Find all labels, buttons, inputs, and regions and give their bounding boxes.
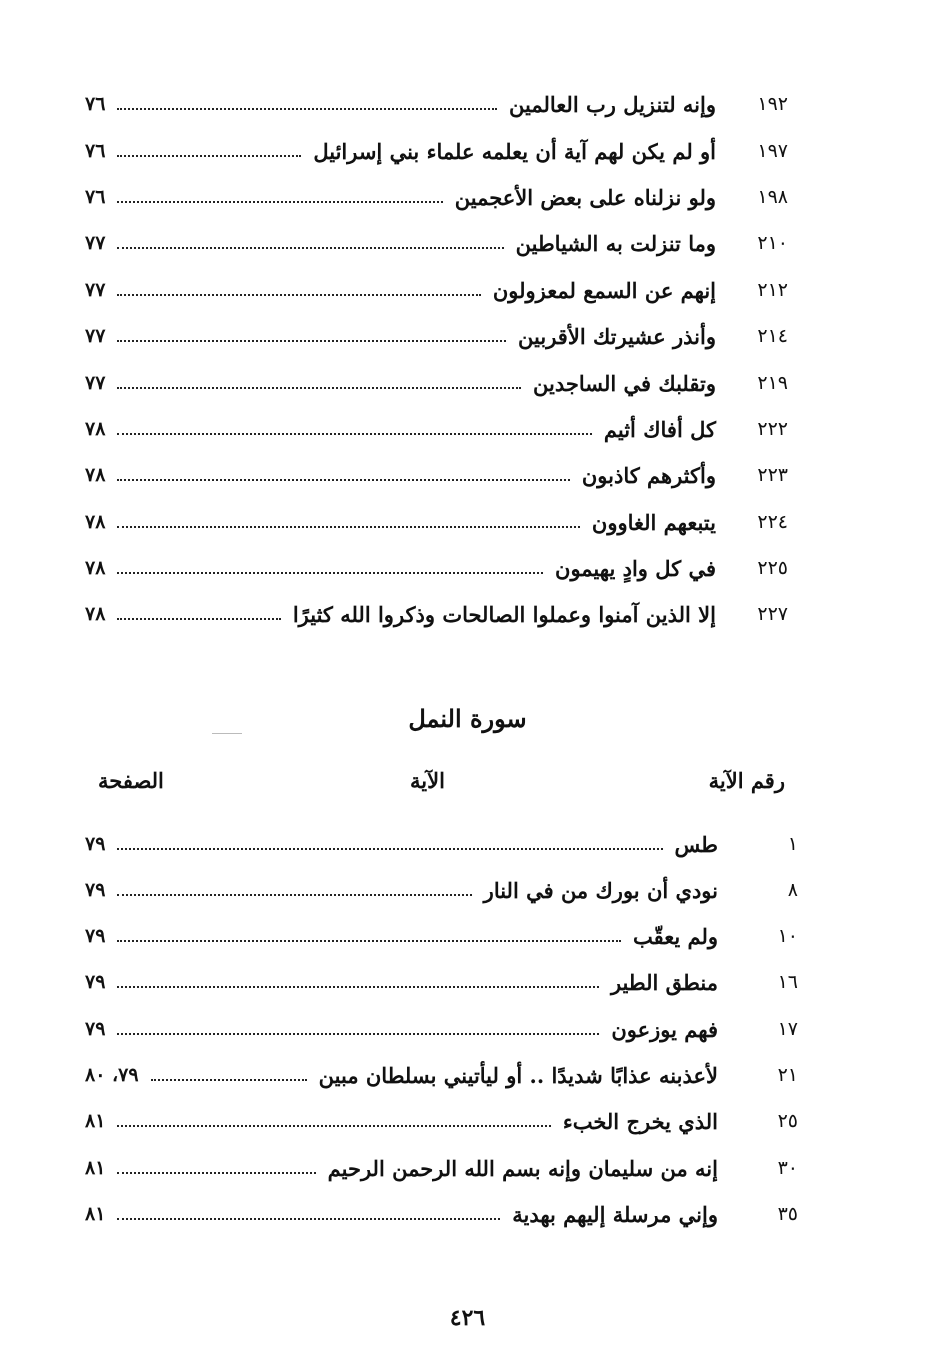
page-reference: ٧٩ bbox=[85, 1018, 106, 1040]
page-reference: ٧٩ bbox=[85, 925, 106, 947]
surah-title: سورة النمل bbox=[408, 704, 527, 733]
page-reference: ٧٧ bbox=[85, 232, 106, 254]
page-reference: ٨١ bbox=[85, 1110, 106, 1132]
ayah-text: إنهم عن السمع لمعزولون bbox=[492, 277, 716, 303]
ayah-number: ٢١٠ bbox=[757, 232, 788, 254]
ayah-number: ٢١ bbox=[777, 1064, 798, 1086]
page-reference: ٧٧ bbox=[85, 279, 106, 301]
page-reference: ٨١ bbox=[85, 1157, 106, 1179]
ayah-text: إنه من سليمان وإنه بسم الله الرحمن الرحيم bbox=[327, 1155, 718, 1181]
dot-leader bbox=[117, 618, 280, 620]
page-reference: ٨١ bbox=[85, 1203, 106, 1225]
index-entry bbox=[85, 596, 788, 632]
dot-leader bbox=[117, 340, 506, 342]
index-entry bbox=[85, 365, 788, 401]
index-entry bbox=[85, 1057, 798, 1093]
dot-leader bbox=[117, 940, 621, 942]
index-entry bbox=[85, 1150, 798, 1186]
index-entry bbox=[85, 1011, 798, 1047]
dot-leader bbox=[117, 294, 480, 296]
ayah-text: الذي يخرج الخبء bbox=[562, 1108, 718, 1134]
dot-leader bbox=[117, 1218, 500, 1220]
ayah-text: فهم يوزعون bbox=[611, 1016, 718, 1042]
page-number: ٤٢٦ bbox=[449, 1305, 486, 1331]
page-reference: ٧٦ bbox=[85, 140, 106, 162]
ayah-text: ولم يعقّب bbox=[632, 923, 718, 949]
ayah-number: ١٧ bbox=[777, 1018, 798, 1040]
ayah-text: منطق الطير bbox=[610, 969, 718, 995]
header-page: الصفحة bbox=[98, 768, 164, 793]
dot-leader bbox=[117, 155, 301, 157]
index-entry bbox=[85, 550, 788, 586]
ayah-text: كل أفاك أثيم bbox=[603, 416, 716, 442]
page-reference: ٧٦ bbox=[85, 93, 106, 115]
ayah-number: ١٦ bbox=[777, 971, 798, 993]
index-entry bbox=[85, 133, 788, 169]
scan-mark bbox=[212, 733, 242, 734]
dot-leader bbox=[117, 108, 497, 110]
ayah-number: ٢٢٧ bbox=[757, 603, 788, 625]
page-reference: ٧٩ bbox=[85, 879, 106, 901]
page-reference: ٧٨ bbox=[85, 464, 106, 486]
dot-leader bbox=[117, 986, 599, 988]
index-entry bbox=[85, 411, 788, 447]
dot-leader bbox=[117, 479, 569, 481]
dot-leader bbox=[117, 1033, 599, 1035]
ayah-number: ٢٢٤ bbox=[757, 511, 788, 533]
ayah-text: وإني مرسلة إليهم بهدية bbox=[512, 1201, 718, 1227]
ayah-text: وتقلبك في الساجدين bbox=[533, 370, 716, 396]
page-reference: ٧٩ bbox=[85, 971, 106, 993]
ayah-number: ١٠ bbox=[777, 925, 798, 947]
ayah-text: وما تنزلت به الشياطين bbox=[515, 230, 716, 256]
ayah-number: ٢٥ bbox=[777, 1110, 798, 1132]
page-reference: ٧٨ bbox=[85, 557, 106, 579]
page-reference: ٧٧ bbox=[85, 325, 106, 347]
index-entry bbox=[85, 225, 788, 261]
page-reference: ٧٨ bbox=[85, 603, 106, 625]
dot-leader bbox=[117, 894, 471, 896]
dot-leader bbox=[117, 247, 503, 249]
ayah-text: نودي أن بورك من في النار bbox=[483, 877, 718, 903]
page-reference: ٧٧ bbox=[85, 372, 106, 394]
ayah-text: وإنه لتنزيل رب العالمين bbox=[509, 91, 716, 117]
ayah-text: ولو نزلناه على بعض الأعجمين bbox=[454, 184, 716, 210]
ayah-number: ٢٢٢ bbox=[757, 418, 788, 440]
dot-leader bbox=[117, 526, 579, 528]
dot-leader bbox=[117, 387, 521, 389]
index-entry bbox=[85, 964, 798, 1000]
header-ayah-number: رقم الآية bbox=[708, 768, 785, 793]
header-ayah: الآية bbox=[410, 768, 445, 793]
index-entry bbox=[85, 918, 798, 954]
page-reference: ٧٦ bbox=[85, 186, 106, 208]
ayah-text: وأنذر عشيرتك الأقربين bbox=[518, 323, 716, 349]
dot-leader bbox=[117, 201, 442, 203]
index-entry bbox=[85, 1103, 798, 1139]
ayah-number: ٣٥ bbox=[777, 1203, 798, 1225]
dot-leader bbox=[117, 848, 662, 850]
ayah-text: لأعذبنه عذابًا شديدًا .. أو ليأتيني بسلطان مبين bbox=[318, 1062, 718, 1088]
index-entry bbox=[85, 318, 788, 354]
ayah-number: ٢١٤ bbox=[757, 325, 788, 347]
ayah-number: ٢٢٥ bbox=[757, 557, 788, 579]
dot-leader bbox=[117, 572, 543, 574]
ayah-text: إلا الذين آمنوا وعملوا الصالحات وذكروا الله كثيرًا bbox=[292, 601, 716, 627]
page-reference: ٧٨ bbox=[85, 418, 106, 440]
ayah-number: ٢١٩ bbox=[757, 372, 788, 394]
index-entry bbox=[85, 86, 788, 122]
ayah-number: ٨ bbox=[787, 879, 798, 901]
ayah-text: طس bbox=[674, 831, 718, 857]
index-entry bbox=[85, 457, 788, 493]
ayah-number: ٣٠ bbox=[777, 1157, 798, 1179]
dot-leader bbox=[151, 1079, 307, 1081]
index-entry bbox=[85, 1196, 798, 1232]
dot-leader bbox=[117, 1125, 550, 1127]
ayah-number: ٢٢٣ bbox=[757, 464, 788, 486]
index-entry bbox=[85, 179, 788, 215]
ayah-text: يتبعهم الغاوون bbox=[591, 509, 716, 535]
dot-leader bbox=[117, 433, 591, 435]
ayah-number: ٢١٢ bbox=[757, 279, 788, 301]
page-reference: ٧٩ bbox=[85, 833, 106, 855]
ayah-number: ١٩٢ bbox=[757, 93, 788, 115]
ayah-number: ١٩٧ bbox=[757, 140, 788, 162]
index-entry bbox=[85, 504, 788, 540]
ayah-text: في كل وادٍ يهيمون bbox=[555, 555, 716, 581]
index-entry bbox=[85, 826, 798, 862]
ayah-number: ١٩٨ bbox=[757, 186, 788, 208]
ayah-text: أو لم يكن لهم آية أن يعلمه علماء بني إسرائيل bbox=[313, 138, 716, 164]
page-reference: ٧٨ bbox=[85, 511, 106, 533]
ayah-number: ١ bbox=[787, 833, 798, 855]
index-entry bbox=[85, 272, 788, 308]
index-entry bbox=[85, 872, 798, 908]
ayah-text: وأكثرهم كاذبون bbox=[581, 462, 716, 488]
page-reference: ٧٩، ٨٠ bbox=[85, 1064, 139, 1086]
dot-leader bbox=[117, 1172, 315, 1174]
